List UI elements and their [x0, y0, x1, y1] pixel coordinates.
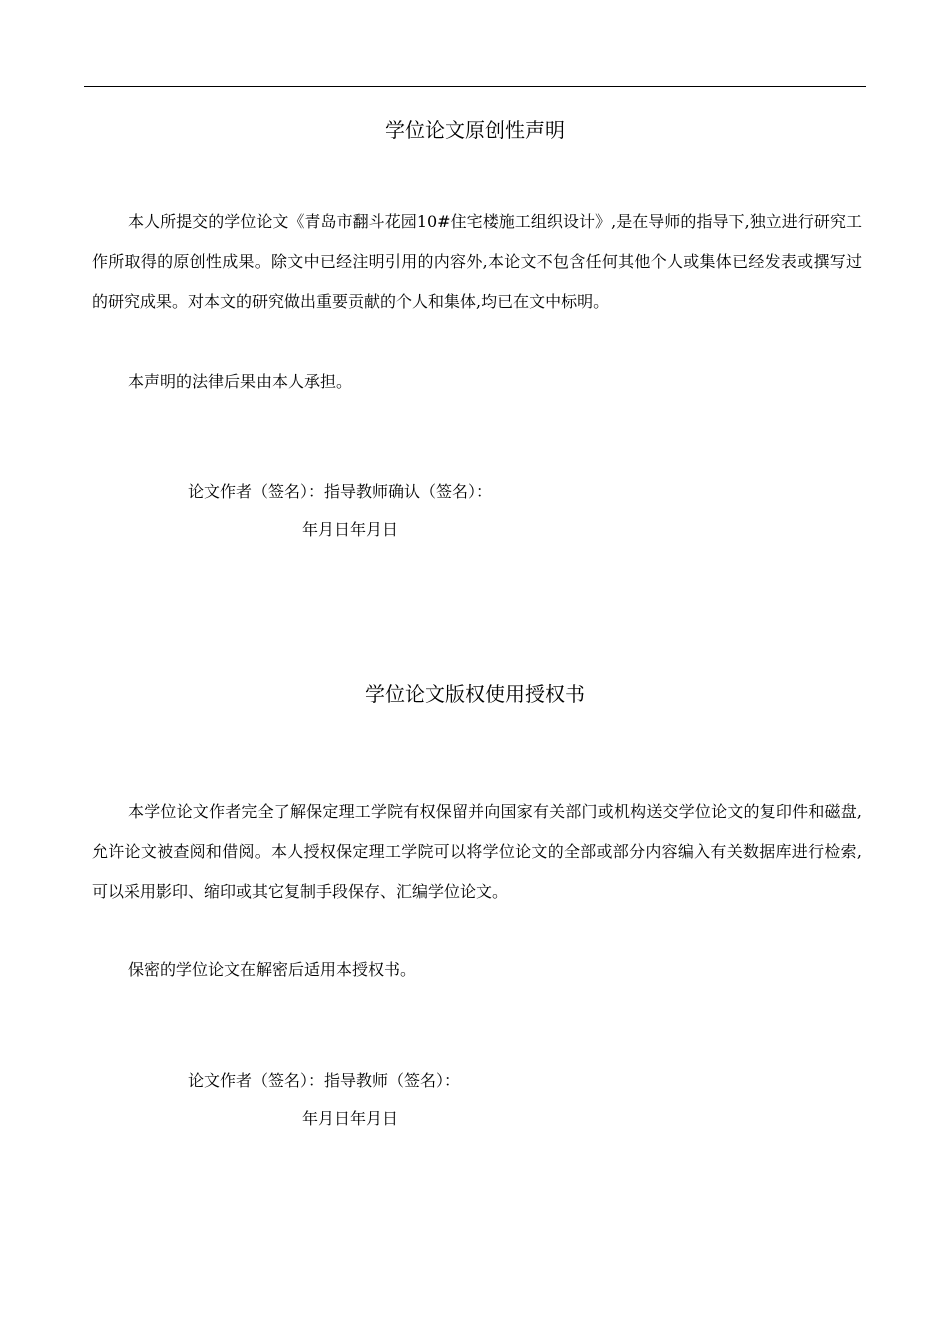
authorization-paragraph-1: 本学位论文作者完全了解保定理工学院有权保留并向国家有关部门或机构送交学位论文的复印件和磁盘,允许论文被查阅和借阅。本人授权保定理工学院可以将学位论文的全部或部分内容编入有关数据库进行检索,可以采用影印、缩印或其它复制手段保存、汇编学位论文。	[92, 802, 862, 901]
authorization-paragraph-2: 保密的学位论文在解密后适用本授权书。	[128, 960, 417, 979]
header-rule	[84, 86, 866, 87]
authorization-title: 学位论文版权使用授权书	[365, 682, 585, 706]
declaration-paragraph-2: 本声明的法律后果由本人承担。	[128, 372, 353, 391]
declaration-paragraph-1: 本人所提交的学位论文《青岛市翻斗花园10#住宅楼施工组织设计》,是在导师的指导下,独立进行研究工作所取得的原创性成果。除文中已经注明引用的内容外,本论文不包含任何其他个人或集体已经发表或撰写过的研究成果。对本文的研究做出重要贡献的个人和集体,均已在文中标明。	[92, 212, 862, 311]
declaration-signature-line: 论文作者（签名）：指导教师确认（签名）：	[188, 482, 493, 501]
declaration-title: 学位论文原创性声明	[385, 118, 565, 142]
authorization-date-line: 年月日年月日	[302, 1109, 399, 1128]
declaration-date-line: 年月日年月日	[302, 520, 399, 539]
authorization-signature-line: 论文作者（签名）：指导教师（签名）：	[188, 1071, 461, 1090]
